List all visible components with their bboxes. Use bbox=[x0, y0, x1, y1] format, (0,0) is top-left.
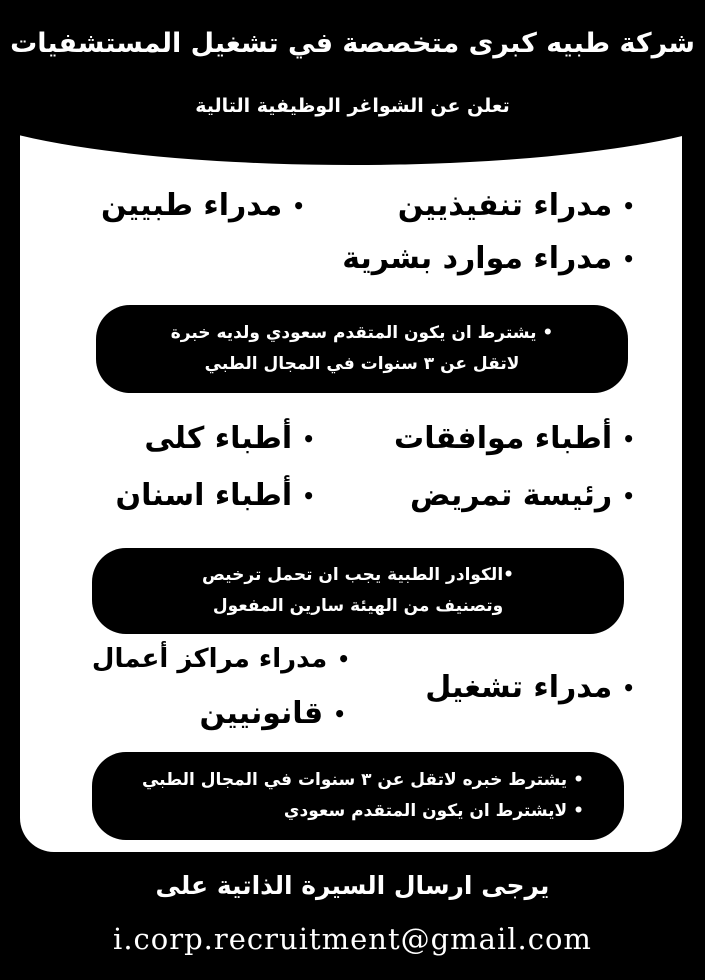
job-title: مدراء طبيين bbox=[100, 188, 283, 223]
bullet-icon: • bbox=[302, 483, 315, 508]
requirement-line: لاتقل عن ٣ سنوات في المجال الطبي bbox=[204, 354, 520, 374]
bullet-icon: • bbox=[622, 483, 635, 508]
bullet-icon: • bbox=[333, 701, 350, 726]
job-title: أطباء موافقات bbox=[394, 421, 613, 456]
job-title: قانونيين bbox=[199, 696, 324, 731]
requirement-line: • يشترط ان يكون المتقدم سعودي ولديه خبرة bbox=[170, 323, 554, 343]
job-item bbox=[342, 241, 635, 276]
job-item bbox=[101, 188, 305, 223]
requirements-box bbox=[92, 752, 624, 840]
job-item bbox=[425, 670, 635, 705]
bullet-icon: • bbox=[622, 246, 635, 271]
bullet-icon: • bbox=[302, 426, 315, 451]
requirement-text: لايشترط ان يكون المتقدم سعودي bbox=[283, 801, 568, 821]
job-title: مدراء مراكز أعمال bbox=[91, 644, 328, 674]
bullet-icon: • bbox=[622, 193, 635, 218]
job-title: أطباء كلى bbox=[144, 421, 293, 456]
job-title: مدراء موارد بشرية bbox=[342, 241, 613, 276]
job-item bbox=[410, 478, 635, 513]
page-title: شركة طبيه كبرى متخصصة في تشغيل المستشفيات bbox=[10, 28, 695, 59]
bullet-icon: • bbox=[622, 675, 635, 700]
job-title: أطباء اسنان bbox=[115, 478, 293, 513]
job-item bbox=[144, 421, 315, 456]
job-title: رئيسة تمريض bbox=[410, 478, 613, 513]
requirements-box bbox=[92, 548, 624, 634]
requirement-line bbox=[92, 796, 624, 827]
bullet-icon: • bbox=[573, 801, 584, 821]
bullet-icon: • bbox=[573, 770, 584, 790]
apply-instruction: يرجى ارسال السيرة الذاتية على bbox=[155, 871, 550, 900]
job-title: مدراء تنفيذيين bbox=[397, 188, 613, 223]
job-item bbox=[92, 644, 350, 674]
job-item bbox=[398, 188, 635, 223]
requirements-box bbox=[96, 305, 628, 393]
requirement-line bbox=[92, 765, 624, 796]
contact-email[interactable]: i.corp.recruitment@gmail.com bbox=[113, 922, 592, 956]
requirement-line: •الكوادر الطبية يجب ان تحمل ترخيص bbox=[201, 565, 515, 585]
job-title: مدراء تشغيل bbox=[425, 670, 613, 705]
job-item bbox=[115, 478, 315, 513]
bullet-icon: • bbox=[622, 426, 635, 451]
job-item bbox=[199, 696, 350, 731]
bullet-icon: • bbox=[292, 193, 305, 218]
requirement-text: يشترط خبره لاتقل عن ٣ سنوات في المجال الطبي bbox=[141, 770, 568, 790]
page-subtitle: تعلن عن الشواغر الوظيفية التالية bbox=[195, 95, 510, 117]
requirement-line: وتصنيف من الهيئة سارين المفعول bbox=[212, 596, 504, 616]
bullet-icon: • bbox=[337, 647, 350, 671]
job-item bbox=[394, 421, 635, 456]
